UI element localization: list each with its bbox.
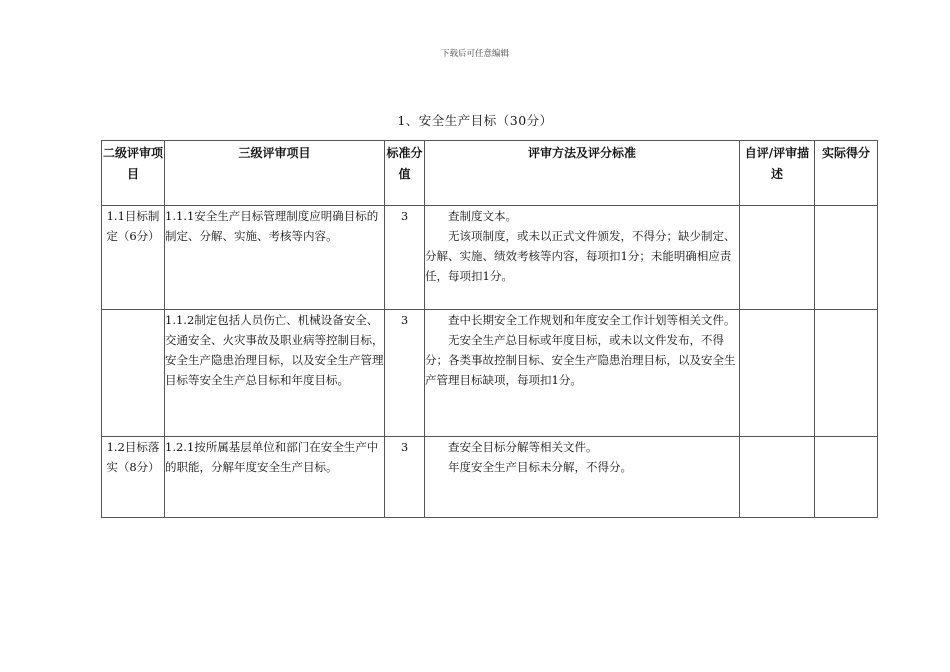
- table-row: [102, 206, 878, 310]
- score-cell: 3: [385, 310, 425, 437]
- method-scoring-line: 无安全生产总目标或年度目标，或未以文件发布，不得分；各类事故控制目标、安全生产隐患治理目标，以及安全生产管理目标缺项，每项扣1分。: [425, 333, 736, 387]
- self-eval-cell: [740, 206, 815, 310]
- method-cell: [425, 437, 740, 518]
- table-row: [102, 437, 878, 518]
- method-cell: [425, 206, 740, 310]
- header-actual: 实际得分: [815, 141, 878, 206]
- actual-score-cell: [815, 206, 878, 310]
- method-cell: [425, 310, 740, 437]
- level2-cell: 1.1目标制定（6分）: [102, 206, 165, 310]
- method-check-line: 查制度文本。: [448, 209, 517, 223]
- method-scoring-line: 无该项制度，或未以正式文件颁发，不得分；缺少制定、分解、实施、绩效考核等内容，每项扣1分；未能明确相应责任，每项扣1分。: [425, 229, 736, 283]
- header-score: 标准分值: [385, 141, 425, 206]
- evaluation-table: [101, 140, 878, 518]
- page-header-note: 下载后可任意编辑: [440, 49, 509, 59]
- header-method: 评审方法及评分标准: [425, 141, 740, 206]
- header-level2: 二级评审项目: [102, 141, 165, 206]
- table-header-row: [102, 141, 878, 206]
- score-cell: 3: [385, 206, 425, 310]
- method-check-line: 查安全目标分解等相关文件。: [448, 440, 598, 454]
- self-eval-cell: [740, 437, 815, 518]
- level3-cell: 1.1.1安全生产目标管理制度应明确目标的制定、分解、实施、考核等内容。: [165, 206, 385, 310]
- table-row: [102, 310, 878, 437]
- level3-cell: 1.2.1按所属基层单位和部门在安全生产中的职能，分解年度安全生产目标。: [165, 437, 385, 518]
- level2-cell: 1.2目标落实（8分）: [102, 437, 165, 518]
- score-cell: 3: [385, 437, 425, 518]
- method-check-line: 查中长期安全工作规划和年度安全工作计划等相关文件。: [448, 313, 736, 327]
- page-title: 1、安全生产目标（30分）: [397, 113, 553, 128]
- level2-cell: [102, 310, 165, 437]
- header-self-eval: 自评/评审描述: [740, 141, 815, 206]
- actual-score-cell: [815, 310, 878, 437]
- self-eval-cell: [740, 310, 815, 437]
- actual-score-cell: [815, 437, 878, 518]
- level3-cell: 1.1.2制定包括人员伤亡、机械设备安全、交通安全、火灾事故及职业病等控制目标，安全生产隐患治理目标，以及安全生产管理目标等安全生产总目标和年度目标。: [165, 310, 385, 437]
- method-scoring-line: 年度安全生产目标未分解，不得分。: [448, 460, 632, 474]
- header-level3: 三级评审项目: [165, 141, 385, 206]
